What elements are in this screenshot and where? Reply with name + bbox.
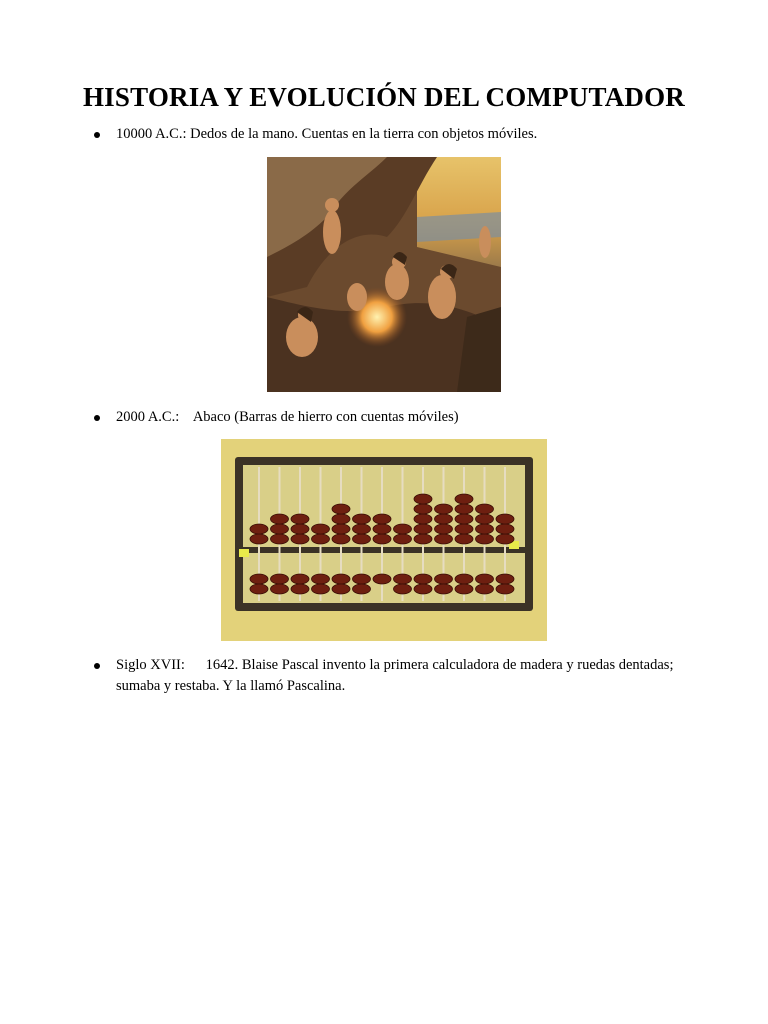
- abacus-bead: [394, 574, 412, 584]
- abacus-bead: [435, 584, 453, 594]
- abacus-bead: [250, 534, 268, 544]
- abacus-bead: [291, 514, 309, 524]
- abacus-bead: [414, 514, 432, 524]
- abacus-bead: [496, 524, 514, 534]
- list-item: [116, 407, 706, 428]
- abacus-bead: [312, 524, 330, 534]
- item-date: 10000 A.C.:: [116, 126, 187, 142]
- abacus-bead: [476, 504, 494, 514]
- abacus-bead: [332, 504, 350, 514]
- abacus-bead: [353, 574, 371, 584]
- abacus-bead: [250, 584, 268, 594]
- abacus-bead: [271, 514, 289, 524]
- abacus-bead: [496, 534, 514, 544]
- abacus-bead: [312, 574, 330, 584]
- abacus-bead: [291, 584, 309, 594]
- abacus-bead: [271, 534, 289, 544]
- item-description: Abaco (Barras de hierro con cuentas móviles): [192, 409, 459, 425]
- bullet-icon: [94, 415, 100, 421]
- cave-scene-image: [267, 157, 501, 392]
- abacus-bead: [332, 534, 350, 544]
- abacus-bead: [476, 584, 494, 594]
- abacus-bead: [250, 574, 268, 584]
- abacus-bead: [496, 514, 514, 524]
- abacus-bead: [394, 584, 412, 594]
- abacus-bead: [291, 534, 309, 544]
- abacus-bead: [373, 574, 391, 584]
- abacus-bead: [455, 494, 473, 504]
- abacus-bead: [373, 524, 391, 534]
- abacus-bead: [332, 584, 350, 594]
- abacus-bead: [435, 514, 453, 524]
- list-item: [116, 124, 706, 145]
- item-description: Dedos de la mano. Cuentas en la tierra con objetos móviles.: [190, 126, 538, 142]
- item-date: Siglo XVII:: [116, 657, 185, 673]
- abacus-bead: [373, 514, 391, 524]
- item-date: 2000 A.C.:: [116, 409, 180, 425]
- abacus-bead: [455, 514, 473, 524]
- abacus-image: [221, 439, 547, 641]
- abacus-bead: [291, 574, 309, 584]
- abacus-bead: [435, 574, 453, 584]
- abacus-bead: [476, 514, 494, 524]
- abacus-bead: [476, 524, 494, 534]
- abacus-bead: [455, 574, 473, 584]
- abacus-bead: [353, 534, 371, 544]
- abacus-bead: [496, 584, 514, 594]
- abacus-bead: [353, 514, 371, 524]
- abacus-bead: [332, 514, 350, 524]
- abacus-bead: [353, 524, 371, 534]
- abacus-bead: [332, 524, 350, 534]
- abacus-bead: [435, 534, 453, 544]
- abacus-bead: [271, 574, 289, 584]
- abacus-bead: [496, 574, 514, 584]
- abacus-bead: [435, 504, 453, 514]
- page-title: HISTORIA Y EVOLUCIÓN DEL COMPUTADOR: [82, 82, 686, 112]
- abacus-bead: [455, 524, 473, 534]
- abacus-bead: [373, 534, 391, 544]
- abacus-bead: [414, 584, 432, 594]
- abacus-bead: [291, 524, 309, 534]
- abacus-bead: [312, 584, 330, 594]
- abacus-bead: [455, 534, 473, 544]
- bullet-icon: [94, 132, 100, 138]
- abacus-bead: [476, 534, 494, 544]
- abacus-bead: [312, 534, 330, 544]
- abacus-bead: [476, 574, 494, 584]
- list-item: [116, 655, 706, 697]
- abacus-bead: [394, 524, 412, 534]
- abacus-bead: [455, 584, 473, 594]
- abacus-bead: [414, 534, 432, 544]
- abacus-bead: [435, 524, 453, 534]
- abacus-bead: [332, 574, 350, 584]
- abacus-bead: [394, 534, 412, 544]
- abacus-bead: [414, 524, 432, 534]
- bullet-icon: [94, 663, 100, 669]
- item-description: 1642. Blaise Pascal invento la primera calculadora de madera y ruedas dentadas; sumaba y restaba. Y la llamó Pascalina.: [116, 657, 674, 694]
- abacus-bead: [271, 584, 289, 594]
- abacus-bead: [353, 584, 371, 594]
- abacus-bead: [250, 524, 268, 534]
- abacus-bead: [414, 494, 432, 504]
- abacus-bead: [455, 504, 473, 514]
- abacus-bead: [414, 504, 432, 514]
- abacus-bead: [414, 574, 432, 584]
- abacus-bead: [271, 524, 289, 534]
